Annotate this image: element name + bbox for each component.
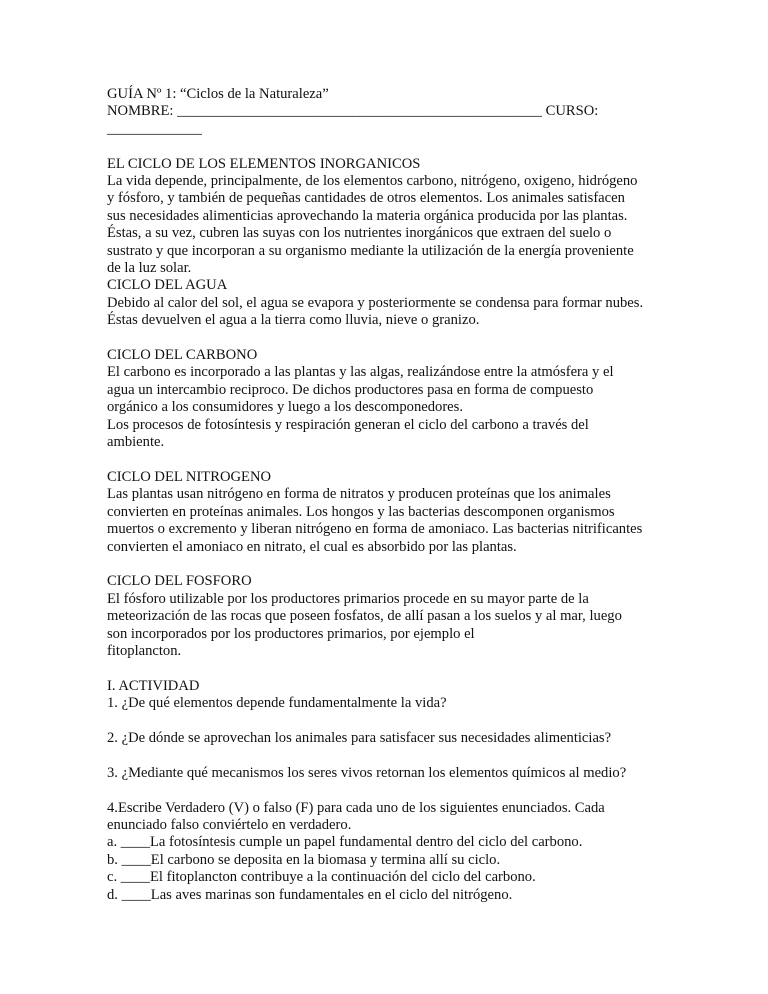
true-false-item-a: a. ____La fotosíntesis cumple un papel fundamental dentro del ciclo del carbono. — [107, 834, 583, 851]
paragraph-line: El fósforo utilizable por los productores primarios procede en su mayor parte de la — [107, 590, 589, 607]
paragraph-line: Los procesos de fotosíntesis y respiración generan el ciclo del carbono a través del — [107, 416, 589, 433]
paragraph-line: meteorización de las rocas que poseen fosfatos, de allí pasan a los suelos y al mar, luego — [107, 608, 622, 625]
paragraph-line: convierten en proteínas animales. Los hongos y las bacterias descomponen organismos — [107, 503, 615, 520]
paragraph-line: orgánico a los consumidores y luego a los descomponedores. — [107, 399, 463, 416]
paragraph-line: La vida depende, principalmente, de los elementos carbono, nitrógeno, oxigeno, hidrógeno — [107, 173, 638, 190]
true-false-item-b: b. ____El carbono se deposita en la biomasa y termina allí su ciclo. — [107, 851, 501, 868]
paragraph-line: ambiente. — [107, 434, 165, 451]
paragraph-line: Debido al calor del sol, el agua se evapora y posteriormente se condensa para formar nubes. — [107, 294, 644, 311]
question-4-continued: enunciado falso conviértelo en verdadero. — [107, 816, 352, 833]
question-2: 2. ¿De dónde se aprovechan los animales para satisfacer sus necesidades alimenticias? — [107, 729, 612, 746]
paragraph-line: convierten el amoniaco en nitrato, el cual es absorbido por las plantas. — [107, 538, 517, 555]
paragraph-line: y fósforo, y también de pequeñas cantidades de otros elementos. Los animales satisfacen — [107, 190, 625, 207]
section-heading-water: CICLO DEL AGUA — [107, 277, 228, 294]
paragraph-line: de la luz solar. — [107, 260, 192, 277]
paragraph-line: Éstas devuelven el agua a la tierra como lluvia, nieve o granizo. — [107, 312, 480, 329]
name-course-line: NOMBRE: __________________________________________________ CURSO: — [107, 103, 599, 120]
document-title: GUÍA Nº 1: “Ciclos de la Naturaleza” — [107, 86, 329, 102]
section-heading-inorganic: EL CICLO DE LOS ELEMENTOS INORGANICOS — [107, 155, 421, 172]
paragraph-line: Éstas, a su vez, cubren las suyas con los nutrientes inorgánicos que extraen del suelo o — [107, 225, 612, 242]
paragraph-line: agua un intercambio reciproco. De dichos productores pasa en forma de compuesto — [107, 381, 594, 398]
paragraph-line: son incorporados por los productores primarios, por ejemplo el — [107, 625, 475, 642]
paragraph-line: fitoplancton. — [107, 642, 182, 659]
course-blank-line: _____________ — [107, 120, 202, 137]
paragraph-line: sus necesidades alimenticias aprovechando la materia orgánica producida por las plantas. — [107, 207, 628, 224]
paragraph-line: sustrato y que incorporan a su organismo mediante la utilización de la energía proveniente — [107, 242, 634, 259]
true-false-item-d: d. ____Las aves marinas son fundamentales en el ciclo del nitrógeno. — [107, 886, 513, 903]
question-1: 1. ¿De qué elementos depende fundamentalmente la vida? — [107, 695, 447, 712]
paragraph-line: muertos o excremento y liberan nitrógeno en forma de amoniaco. Las bacterias nitrificantes — [107, 521, 643, 538]
question-4: 4.Escribe Verdadero (V) o falso (F) para cada uno de los siguientes enunciados. Cada — [107, 799, 605, 816]
paragraph-line: El carbono es incorporado a las plantas y las algas, realizándose entre la atmósfera y el — [107, 364, 614, 381]
document-page — [107, 86, 667, 904]
section-heading-phosphorus: CICLO DEL FOSFORO — [107, 573, 252, 590]
section-heading-activity: I. ACTIVIDAD — [107, 677, 200, 694]
true-false-item-c: c. ____El fitoplancton contribuye a la continuación del ciclo del carbono. — [107, 869, 536, 886]
question-3: 3. ¿Mediante qué mecanismos los seres vivos retornan los elementos químicos al medio? — [107, 764, 627, 781]
paragraph-line: Las plantas usan nitrógeno en forma de nitratos y producen proteínas que los animales — [107, 486, 611, 503]
section-heading-carbon: CICLO DEL CARBONO — [107, 347, 258, 364]
section-heading-nitrogen: CICLO DEL NITROGENO — [107, 468, 272, 485]
